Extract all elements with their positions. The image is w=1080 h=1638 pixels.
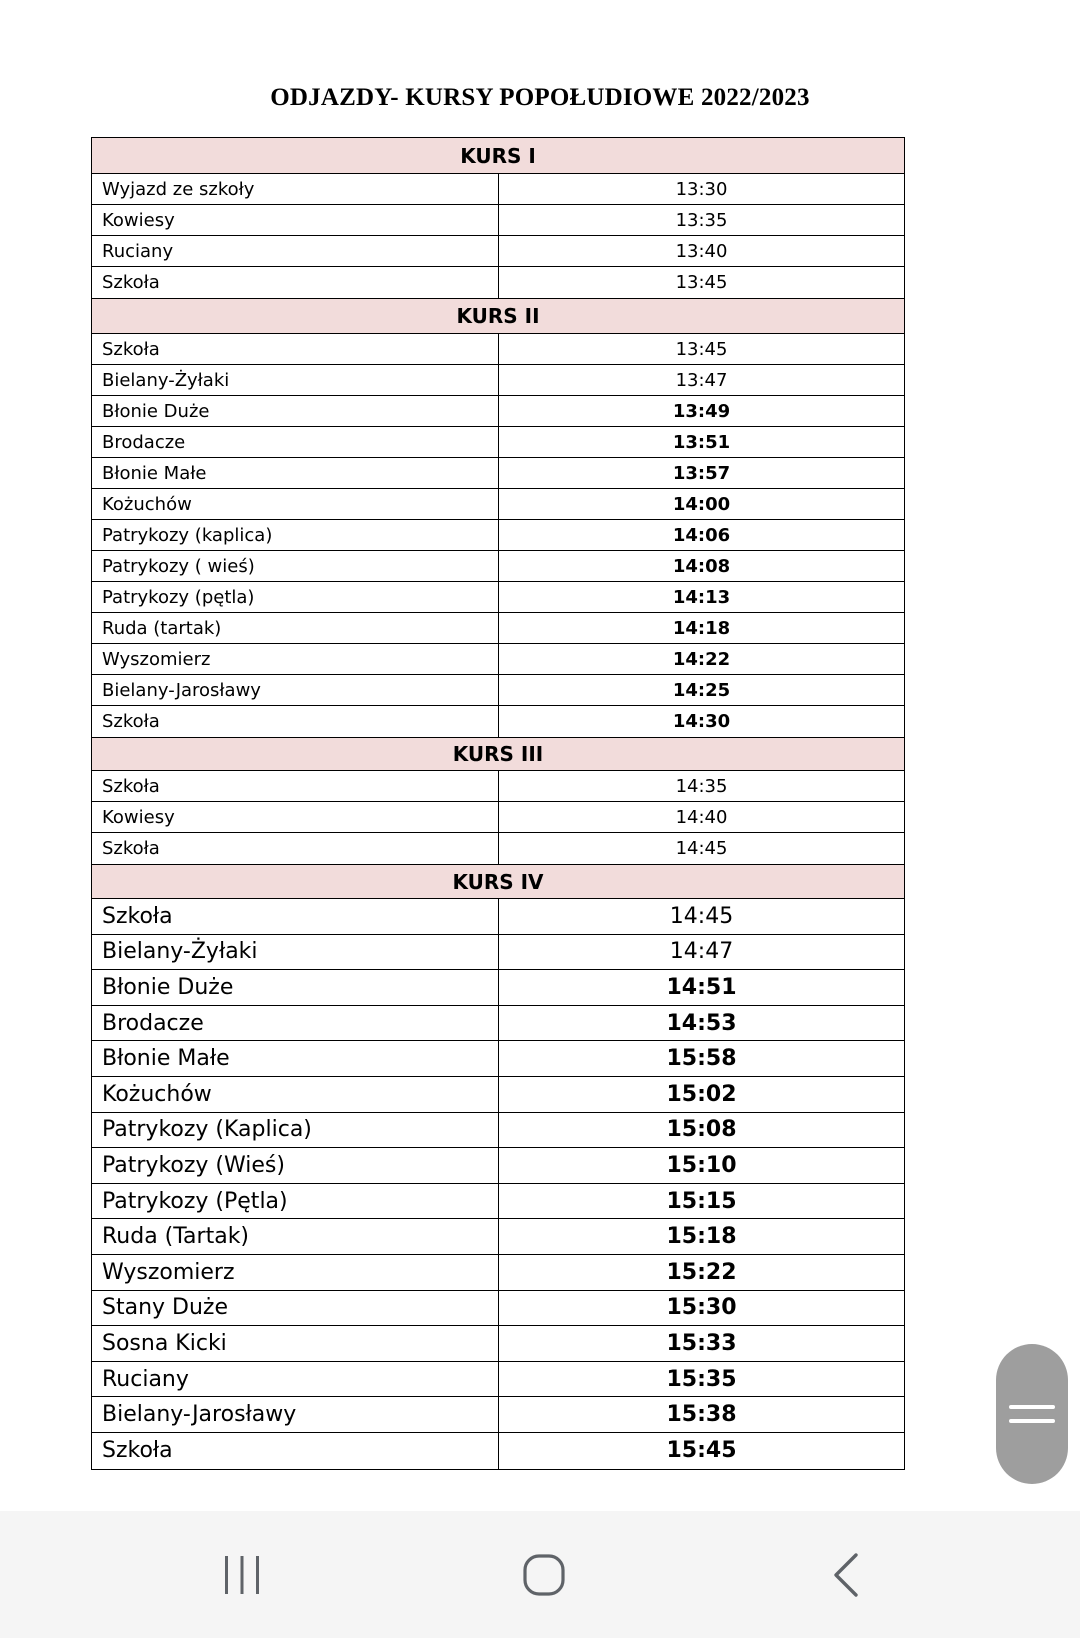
departure-time: 14:40 (675, 806, 728, 828)
stop-name: Bielany-Jarosławy (92, 1397, 499, 1432)
drag-handle-icon[interactable] (996, 1344, 1068, 1484)
table-row (92, 899, 904, 935)
table-row (92, 520, 904, 551)
stop-name: Wyszomierz (92, 644, 499, 674)
departure-time: 15:35 (666, 1366, 737, 1392)
table-row (92, 771, 904, 802)
stop-name: Ruciany (92, 1362, 499, 1397)
table-row (92, 1326, 904, 1362)
stop-name: Patrykozy (Pętla) (92, 1184, 499, 1219)
departure-time: 13:35 (675, 209, 728, 231)
departure-time: 14:45 (669, 903, 734, 929)
stop-name: Błonie Małe (92, 458, 499, 488)
stop-name: Sosna Kicki (92, 1326, 499, 1361)
handle-line (1009, 1419, 1055, 1423)
table-row (92, 970, 904, 1006)
stop-name: Szkoła (92, 899, 499, 934)
schedule-table (91, 137, 905, 1470)
departure-time: 13:57 (672, 462, 731, 484)
table-row (92, 1291, 904, 1327)
table-row (92, 236, 904, 267)
section-header: KURS II (92, 299, 904, 334)
stop-name: Szkoła (92, 833, 499, 864)
section-kurs-2 (92, 299, 904, 738)
departure-time: 15:22 (666, 1259, 737, 1285)
departure-time: 15:02 (666, 1081, 737, 1107)
stop-name: Kożuchów (92, 1077, 499, 1112)
table-row (92, 1362, 904, 1398)
stop-name: Patrykozy (pętla) (92, 582, 499, 612)
stop-name: Ruda (tartak) (92, 613, 499, 643)
table-row (92, 1006, 904, 1042)
section-kurs-1 (92, 138, 904, 299)
departure-time: 13:30 (675, 178, 728, 200)
table-row (92, 833, 904, 864)
stop-name: Ruciany (92, 236, 499, 266)
stop-name: Szkoła (92, 334, 499, 364)
table-row (92, 706, 904, 737)
table-row (92, 1148, 904, 1184)
back-button[interactable] (786, 1511, 906, 1638)
stop-name: Bielany-Jarosławy (92, 675, 499, 705)
table-row (92, 802, 904, 833)
stop-name: Błonie Duże (92, 970, 499, 1005)
table-row (92, 174, 904, 205)
table-row (92, 205, 904, 236)
departure-time: 14:25 (672, 679, 731, 701)
table-row (92, 267, 904, 298)
section-header: KURS I (92, 138, 904, 174)
stop-name: Patrykozy (kaplica) (92, 520, 499, 550)
table-row (92, 1113, 904, 1149)
stop-name: Patrykozy ( wieś) (92, 551, 499, 581)
departure-time: 14:00 (672, 493, 731, 515)
stop-name: Patrykozy (Wieś) (92, 1148, 499, 1183)
departure-time: 14:22 (672, 648, 731, 670)
home-button[interactable] (484, 1511, 604, 1638)
departure-time: 13:45 (675, 338, 728, 360)
stop-name: Bielany-Żyłaki (92, 365, 499, 395)
table-row (92, 1184, 904, 1220)
departure-time: 13:49 (672, 400, 731, 422)
section-header: KURS III (92, 738, 904, 771)
recents-button[interactable] (182, 1511, 302, 1638)
stop-name: Stany Duże (92, 1291, 499, 1326)
home-icon (521, 1552, 567, 1598)
departure-time: 14:45 (675, 838, 728, 859)
section-header: KURS IV (92, 865, 904, 899)
table-row (92, 1077, 904, 1113)
departure-time: 14:13 (672, 586, 731, 608)
stop-name: Kożuchów (92, 489, 499, 519)
table-row (92, 396, 904, 427)
departure-time: 14:53 (666, 1010, 737, 1036)
departure-time: 14:30 (672, 711, 731, 732)
departure-time: 15:18 (666, 1224, 737, 1250)
section-kurs-3 (92, 738, 904, 865)
table-row (92, 1041, 904, 1077)
departure-time: 14:35 (675, 775, 728, 797)
departure-time: 13:45 (675, 272, 728, 293)
departure-time: 15:45 (666, 1438, 737, 1464)
stop-name: Kowiesy (92, 802, 499, 832)
departure-time: 13:47 (675, 369, 728, 391)
stop-name: Szkoła (92, 771, 499, 801)
stop-name: Ruda (Tartak) (92, 1219, 499, 1254)
table-row (92, 489, 904, 520)
document-title: ODJAZDY- KURSY POPOŁUDIOWE 2022/2023 (270, 84, 810, 111)
handle-line (1009, 1405, 1055, 1409)
table-row (92, 365, 904, 396)
table-row (92, 644, 904, 675)
stop-name: Wyjazd ze szkoły (92, 174, 499, 204)
table-row (92, 1397, 904, 1433)
stop-name: Szkoła (92, 267, 499, 298)
back-icon (828, 1551, 864, 1599)
stop-name: Kowiesy (92, 205, 499, 235)
table-row (92, 334, 904, 365)
departure-time: 15:10 (666, 1152, 737, 1178)
stop-name: Brodacze (92, 1006, 499, 1041)
stop-name: Brodacze (92, 427, 499, 457)
departure-time: 15:33 (666, 1330, 737, 1356)
departure-time: 14:18 (672, 617, 731, 639)
stop-name: Błonie Małe (92, 1041, 499, 1076)
departure-time: 14:51 (666, 974, 737, 1000)
table-row (92, 551, 904, 582)
section-kurs-4 (92, 865, 904, 1469)
table-row (92, 582, 904, 613)
table-row (92, 458, 904, 489)
departure-time: 13:51 (672, 431, 731, 453)
stop-name: Szkoła (92, 706, 499, 737)
departure-time: 14:47 (669, 939, 734, 965)
table-row (92, 613, 904, 644)
departure-time: 15:08 (666, 1117, 737, 1143)
table-row (92, 1219, 904, 1255)
departure-time: 14:08 (672, 555, 731, 577)
departure-time: 15:30 (666, 1295, 737, 1321)
navigation-bar (0, 1511, 1080, 1638)
table-row (92, 1255, 904, 1291)
stop-name: Patrykozy (Kaplica) (92, 1113, 499, 1148)
departure-time: 14:06 (672, 524, 731, 546)
departure-time: 15:38 (666, 1402, 737, 1428)
recents-icon (220, 1553, 264, 1597)
table-row (92, 935, 904, 971)
departure-time: 15:15 (666, 1188, 737, 1214)
departure-time: 15:58 (666, 1046, 737, 1072)
stop-name: Szkoła (92, 1433, 499, 1469)
stop-name: Błonie Duże (92, 396, 499, 426)
stop-name: Wyszomierz (92, 1255, 499, 1290)
table-row (92, 1433, 904, 1469)
table-row (92, 675, 904, 706)
table-row (92, 427, 904, 458)
departure-time: 13:40 (675, 240, 728, 262)
stop-name: Bielany-Żyłaki (92, 935, 499, 970)
